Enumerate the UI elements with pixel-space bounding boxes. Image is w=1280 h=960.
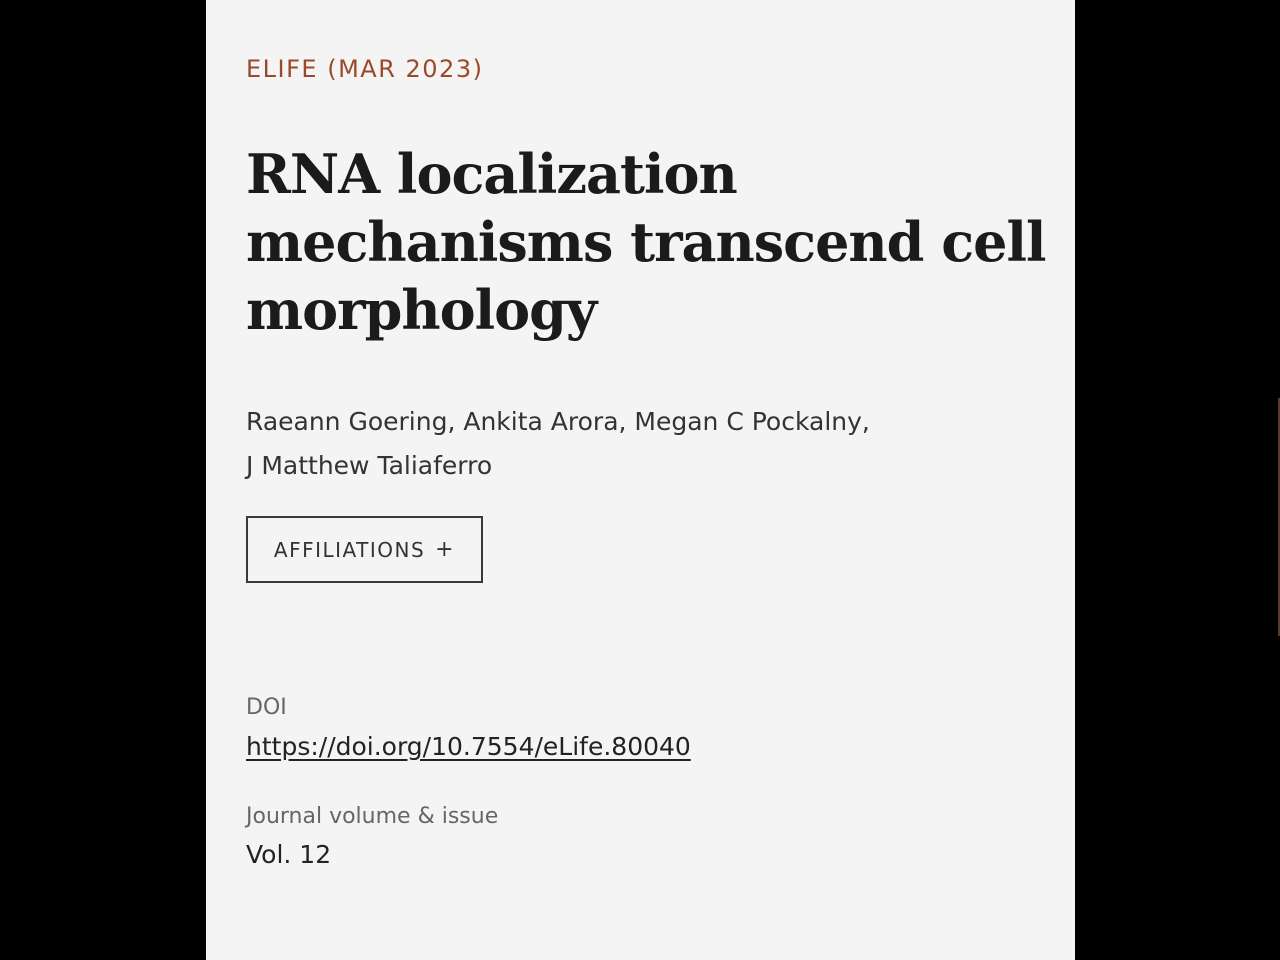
article-card (206, 0, 1075, 960)
doi-link[interactable]: https://doi.org/10.7554/eLife.80040 (246, 732, 691, 761)
article-title: RNA localization mechanisms transcend cell morphology (246, 142, 1046, 342)
plus-icon: + (435, 537, 456, 562)
volume-label: Journal volume & issue (246, 804, 499, 829)
authors-line-1: Raeann Goering, Ankita Arora, Megan C Pockalny, (246, 407, 870, 436)
affiliations-label: AFFILIATIONS (273, 537, 426, 562)
volume-value: Vol. 12 (246, 840, 332, 869)
author-list (246, 400, 946, 488)
doi-label: DOI (246, 695, 287, 720)
authors-line-2: J Matthew Taliaferro (246, 451, 493, 480)
journal-tag: ELIFE (MAR 2023) (246, 55, 484, 83)
affiliations-button[interactable] (246, 516, 483, 583)
